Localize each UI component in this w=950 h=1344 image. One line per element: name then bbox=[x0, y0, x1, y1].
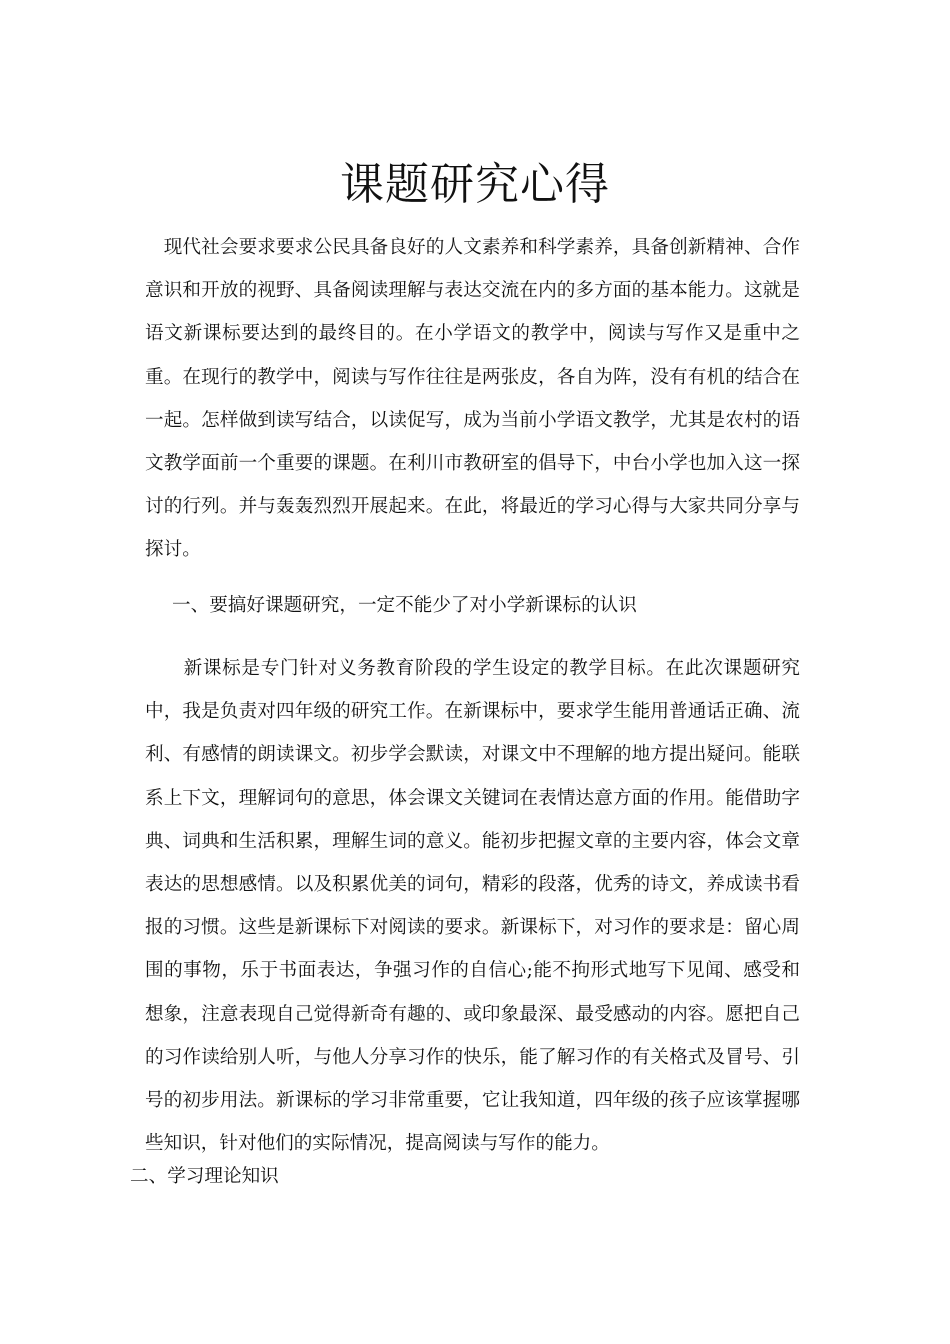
section1-paragraph: 新课标是专门针对义务教育阶段的学生设定的教学目标。在此次课题研究中，我是负责对四年级的研究工作。在新课标中，要求学生能用普通话正确、流利、有感情的朗读课文。初步学会默读，对课文中不理解的地方提出疑问。能联系上下文，理解词句的意思，体会课文关键词在表情达意方面的作用。能借助字典、词典和生活积累，理解生词的意义。能初步把握文章的主要内容，体会文章表达的思想感情。以及积累优美的词句，精彩的段落，优秀的诗文，养成读书看报的习惯。这些是新课标下对阅读的要求。新课标下，对习作的要求是：留心周围的事物，乐于书面表达，争强习作的自信心;能不拘形式地写下见闻、感受和想象，注意表现自己觉得新奇有趣的、或印象最深、最受感动的内容。愿把自己的习作读给别人听，与他人分享习作的快乐，能了解习作的有关格式及冒号、引号的初步用法。新课标的学习非常重要，它让我知道，四年级的孩子应该掌握哪些知识，针对他们的实际情况，提高阅读与写作的能力。 bbox=[145, 658, 800, 1155]
section-heading-2: 二、学习理论知识 bbox=[130, 1166, 279, 1187]
document-title: 课题研究心得 bbox=[340, 159, 610, 211]
intro-paragraph: 现代社会要求要求公民具备良好的人文素养和科学素养，具备创新精神、合作意识和开放的视野、具备阅读理解与表达交流在内的多方面的基本能力。这就是语文新课标要达到的最终目的。在小学语文的教学中，阅读与写作又是重中之重。在现行的教学中，阅读与写作往往是两张皮，各自为阵，没有有机的结合在一起。怎样做到读写结合，以读促写，成为当前小学语文教学，尤其是农村的语文教学面前一个重要的课题。在利川市教研室的倡导下，中台小学也加入这一探讨的行列。并与轰轰烈烈开展起来。在此，将最近的学习心得与大家共同分享与探讨。 bbox=[145, 237, 800, 561]
section-heading-1: 一、要搞好课题研究，一定不能少了对小学新课标的认识 bbox=[172, 595, 637, 616]
